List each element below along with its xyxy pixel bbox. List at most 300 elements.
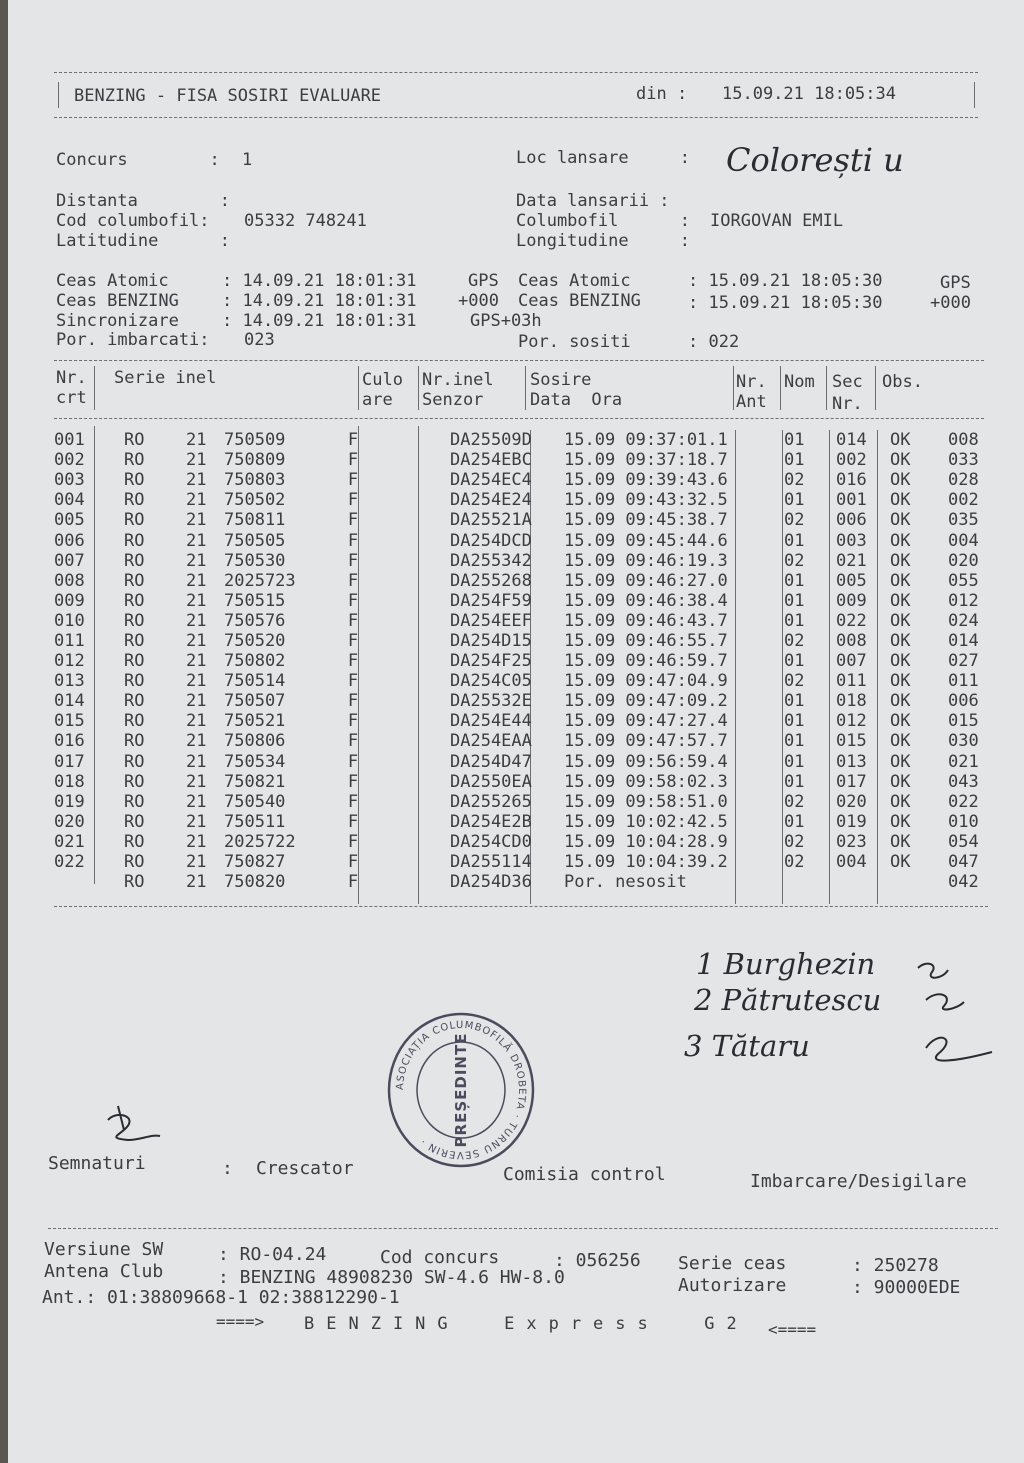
cell-culoare: [378, 792, 442, 812]
table-row: [54, 490, 1008, 510]
cell-ring: 750576: [224, 610, 286, 631]
cell-ant: 01: [784, 590, 805, 611]
cell-ring: 750802: [224, 651, 286, 672]
cell-sex: F: [347, 530, 359, 551]
por-sositi-value: : 022: [688, 332, 740, 352]
cell-obs: 033: [948, 450, 979, 471]
cell-sensor: DA2550EA: [450, 771, 532, 792]
columbofil-label: Columbofil :: [516, 211, 690, 231]
cell-sensor: DA254C05: [450, 671, 532, 692]
cell-crt: 008: [54, 570, 85, 591]
cell-nom: 017: [836, 771, 867, 792]
table-row: [54, 611, 1008, 631]
handwritten-initials: [898, 950, 998, 1080]
ceas-atomic-value-right: : 15.09.21 18:05:30: [688, 271, 883, 291]
cell-obs: 027: [948, 651, 979, 672]
cell-obs: 028: [948, 470, 979, 491]
cell-culoare: [378, 430, 442, 450]
cell-year: 21: [186, 671, 207, 692]
table-row: [54, 691, 1008, 711]
antena-club-value: : BENZING 48908230 SW-4.6 HW-8.0: [218, 1267, 565, 1288]
cell-sec: OK: [890, 711, 911, 732]
cell-year: 21: [186, 450, 207, 471]
ceas-atomic-value-left: : 14.09.21 18:01:31: [222, 271, 417, 291]
cell-year: 21: [186, 852, 207, 873]
cell-sex: F: [347, 711, 359, 732]
cell-ring: 750511: [224, 811, 286, 832]
sincronizare-suffix: GPS+03h: [470, 311, 542, 331]
cell-arrival: 15.09 09:58:02.3: [564, 771, 728, 792]
cell-year: 21: [186, 691, 207, 712]
autorizare-label: Autorizare: [678, 1275, 787, 1296]
cell-arrival: 15.09 09:56:59.4: [564, 751, 728, 772]
cell-culoare: [378, 872, 442, 892]
cell-nom: 012: [836, 711, 867, 732]
cell-ring: 750811: [224, 510, 286, 531]
brand-name: BENZING Express G2: [304, 1314, 749, 1334]
cell-sensor: DA25509D: [450, 430, 532, 451]
cell-nom: 006: [836, 510, 867, 531]
por-sositi-label: Por. sositi: [518, 332, 631, 352]
cell-ant: 02: [784, 671, 805, 692]
cell-ring: 750827: [224, 852, 286, 873]
cell-country: RO: [124, 831, 145, 852]
cell-obs: 014: [948, 630, 979, 651]
ceas-benzing-value-left: : 14.09.21 18:01:31: [222, 291, 417, 311]
cell-country: RO: [124, 550, 145, 571]
cell-sec: OK: [890, 590, 911, 611]
serie-ceas-label: Serie ceas: [678, 1253, 787, 1274]
cell-country: RO: [124, 450, 145, 471]
cell-crt: 010: [54, 610, 85, 631]
cell-sensor: DA254CD0: [450, 831, 532, 852]
cell-ring: 750530: [224, 550, 286, 571]
handwritten-rank-1: 1 Burghezin: [696, 947, 876, 981]
header-bottom-rule: [54, 117, 978, 118]
cell-sex: F: [347, 610, 359, 631]
table-row: [54, 731, 1008, 751]
cell-ring: 750540: [224, 791, 286, 812]
semnaturi-label: Semnaturi: [48, 1153, 146, 1174]
cell-nom: 003: [836, 530, 867, 551]
por-imbarcati-value: 023: [244, 330, 275, 350]
cell-sec: OK: [890, 691, 911, 712]
cell-crt: 017: [54, 751, 85, 772]
ceas-atomic-suffix-left: GPS: [468, 271, 499, 291]
col-divider-header-3: [418, 366, 419, 410]
cell-year: 21: [186, 771, 207, 792]
col-divider-header-4: [525, 366, 526, 410]
cell-obs: 054: [948, 831, 979, 852]
cell-arrival: 15.09 09:47:57.7: [564, 731, 728, 752]
cell-nom: 013: [836, 751, 867, 772]
cell-year: 21: [186, 651, 207, 672]
cell-sec: OK: [890, 731, 911, 752]
cell-culoare: [378, 812, 442, 832]
header-sec: Sec: [832, 372, 863, 392]
cell-country: RO: [124, 530, 145, 551]
table-row: [54, 571, 1008, 591]
cell-ant: 01: [784, 530, 805, 551]
cell-ring: 750507: [224, 691, 286, 712]
cell-sensor: DA254EBC: [450, 450, 532, 471]
cell-ant: 02: [784, 510, 805, 531]
cell-sex: F: [347, 791, 359, 812]
cell-crt: 015: [54, 711, 85, 732]
cell-country: RO: [124, 711, 145, 732]
cell-sec: OK: [890, 852, 911, 873]
cell-ring: 750820: [224, 872, 286, 893]
cell-ant: 01: [784, 450, 805, 471]
cell-sec: OK: [890, 570, 911, 591]
header-nr: Nr.: [56, 368, 87, 388]
cell-sensor: DA254F25: [450, 651, 532, 672]
cell-arrival: 15.09 10:04:39.2: [564, 852, 728, 873]
header-left-bar: [58, 82, 59, 108]
cell-sensor: DA255342: [450, 550, 532, 571]
cell-obs: 047: [948, 852, 979, 873]
cell-sex: F: [347, 872, 359, 893]
cell-obs: 024: [948, 610, 979, 631]
cell-nom: 011: [836, 671, 867, 692]
cell-obs: 043: [948, 771, 979, 792]
cell-ant: 01: [784, 811, 805, 832]
cell-obs: 006: [948, 691, 979, 712]
cell-sex: F: [347, 630, 359, 651]
header-culoare-1: Culo: [362, 370, 403, 390]
cell-crt: 003: [54, 470, 85, 491]
cell-arrival: 15.09 09:46:19.3: [564, 550, 728, 571]
cell-arrival: 15.09 09:58:51.0: [564, 791, 728, 812]
cell-arrival: 15.09 09:46:43.7: [564, 610, 728, 631]
semnaturi-colon: :: [222, 1158, 233, 1179]
cell-year: 21: [186, 550, 207, 571]
col-divider-header-2: [358, 366, 359, 410]
cell-year: 21: [186, 510, 207, 531]
loc-lansare-handwritten: Colorești u: [726, 141, 904, 179]
cell-arrival: 15.09 09:46:27.0: [564, 570, 728, 591]
arrivals-table: [54, 430, 1008, 892]
cell-culoare: [378, 671, 442, 691]
concurs-value: 1: [242, 150, 253, 170]
cell-crt: 002: [54, 450, 85, 471]
cell-culoare: [378, 832, 442, 852]
cell-culoare: [378, 852, 442, 872]
ceas-atomic-label-right: Ceas Atomic: [518, 271, 631, 291]
cell-sensor: DA254E2B: [450, 811, 532, 832]
crescator-signature: [98, 1100, 168, 1150]
header-crt: crt: [56, 388, 87, 408]
cell-arrival: 15.09 10:04:28.9: [564, 831, 728, 852]
ceas-benzing-label-right: Ceas BENZING: [518, 291, 641, 311]
cell-crt: 020: [54, 811, 85, 832]
cell-arrival: 15.09 10:02:42.5: [564, 811, 728, 832]
cell-obs: 011: [948, 671, 979, 692]
cell-country: RO: [124, 771, 145, 792]
por-imbarcati-label: Por. imbarcati:: [56, 330, 210, 350]
col-divider-header-5: [733, 366, 734, 410]
col-divider-header-1: [94, 366, 95, 410]
cell-obs: 021: [948, 751, 979, 772]
col-divider-header-6: [780, 366, 781, 410]
cell-crt: 004: [54, 490, 85, 511]
cell-country: RO: [124, 872, 145, 893]
cell-year: 21: [186, 791, 207, 812]
table-row: [54, 651, 1008, 671]
cell-country: RO: [124, 811, 145, 832]
cell-ring: 750534: [224, 751, 286, 772]
cell-country: RO: [124, 671, 145, 692]
table-row: [54, 752, 1008, 772]
cell-nom: 014: [836, 430, 867, 451]
cell-year: 21: [186, 711, 207, 732]
svg-text:PREȘEDINTE: PREȘEDINTE: [452, 1032, 470, 1148]
cell-year: 21: [186, 731, 207, 752]
header-nr-ant: Nr.: [736, 372, 767, 392]
cell-sensor: DA254E24: [450, 490, 532, 511]
cell-year: 21: [186, 751, 207, 772]
imbarcare-desigilare-label: Imbarcare/Desigilare: [750, 1171, 967, 1192]
cell-year: 21: [186, 630, 207, 651]
cell-arrival: 15.09 09:37:01.1: [564, 430, 728, 451]
cell-sex: F: [347, 811, 359, 832]
handwritten-rank-3: 3 Tătaru: [684, 1029, 810, 1063]
table-row: [54, 631, 1008, 651]
header-obs: Obs.: [882, 372, 923, 392]
cell-arrival: 15.09 09:47:09.2: [564, 691, 728, 712]
cell-country: RO: [124, 751, 145, 772]
cell-country: RO: [124, 430, 145, 451]
cell-sex: F: [347, 671, 359, 692]
cell-ant: 01: [784, 490, 805, 511]
cell-crt: 012: [54, 651, 85, 672]
cell-ant: 02: [784, 831, 805, 852]
cell-crt: 011: [54, 630, 85, 651]
cell-ant: 02: [784, 550, 805, 571]
cell-sec: [884, 872, 938, 892]
cell-arrival: 15.09 09:47:04.9: [564, 671, 728, 692]
cell-arrival: Por. nesosit: [564, 872, 687, 893]
cell-culoare: [378, 470, 442, 490]
cell-sex: F: [347, 510, 359, 531]
cell-obs: 008: [948, 430, 979, 451]
cell-obs: 030: [948, 731, 979, 752]
antenna-serials: Ant.: 01:38809668-1 02:38812290-1: [42, 1287, 400, 1308]
cell-crt: 021: [54, 831, 85, 852]
cell-sec: OK: [890, 610, 911, 631]
cell-crt: 009: [54, 590, 85, 611]
cell-sex: F: [347, 731, 359, 752]
cell-crt: 018: [54, 771, 85, 792]
report-sheet: [8, 0, 1024, 1463]
cell-country: RO: [124, 791, 145, 812]
table-top-rule: [54, 360, 984, 361]
cell-crt: 019: [54, 791, 85, 812]
cell-sec: OK: [890, 811, 911, 832]
header-data-ora: Data Ora: [530, 390, 623, 410]
cell-obs: 035: [948, 510, 979, 531]
versiune-sw-label: Versiune SW: [44, 1239, 164, 1260]
table-row: [54, 832, 1008, 852]
col-divider-header-8: [875, 366, 876, 410]
cell-country: RO: [124, 651, 145, 672]
brand-arrow-right: <====: [768, 1320, 817, 1339]
header-culoare-2: are: [362, 390, 393, 410]
cell-arrival: 15.09 09:46:38.4: [564, 590, 728, 611]
cell-ring: 750803: [224, 470, 286, 491]
cell-sensor: DA254EEF: [450, 610, 532, 631]
cell-year: 21: [186, 530, 207, 551]
cell-sec: OK: [890, 791, 911, 812]
cell-arrival: 15.09 09:39:43.6: [564, 470, 728, 491]
print-date-label: din :: [636, 84, 688, 104]
cell-culoare: [378, 611, 442, 631]
comisia-control-label: Comisia control: [503, 1164, 666, 1185]
cell-crt: [54, 872, 104, 892]
cell-obs: 012: [948, 590, 979, 611]
cell-crt: 016: [54, 731, 85, 752]
antena-club-label: Antena Club: [44, 1261, 164, 1282]
cell-obs: 042: [948, 872, 979, 893]
cell-sex: F: [347, 570, 359, 591]
cell-ring: 750821: [224, 771, 286, 792]
cell-sec: OK: [890, 450, 911, 471]
cell-sec: OK: [890, 510, 911, 531]
cell-obs: 004: [948, 530, 979, 551]
header-right-bar: [974, 82, 975, 108]
cell-sensor: DA254F59: [450, 590, 532, 611]
cell-sensor: DA255265: [450, 791, 532, 812]
latitudine-label: Latitudine :: [56, 231, 230, 251]
cell-country: RO: [124, 610, 145, 631]
cell-sex: F: [347, 590, 359, 611]
cell-sex: F: [347, 430, 359, 451]
cell-sex: F: [347, 831, 359, 852]
cell-sensor: DA255114: [450, 852, 532, 873]
cell-arrival: 15.09 09:45:38.7: [564, 510, 728, 531]
header-senzor: Senzor: [422, 390, 484, 410]
cell-sensor: DA25521A: [450, 510, 532, 531]
association-stamp-icon: [386, 1012, 536, 1168]
cell-nom: 020: [836, 791, 867, 812]
sincronizare-label: Sincronizare: [56, 311, 179, 331]
cell-arrival: 15.09 09:46:59.7: [564, 651, 728, 672]
table-row: [54, 470, 1008, 490]
cell-ant: 01: [784, 731, 805, 752]
cell-sex: F: [347, 470, 359, 491]
cod-concurs-label: Cod concurs: [380, 1247, 500, 1268]
cell-nom: 009: [836, 590, 867, 611]
cell-ring: 2025722: [224, 831, 296, 852]
versiune-sw-value: : RO-04.24: [218, 1244, 327, 1265]
columbofil-value: IORGOVAN EMIL: [710, 211, 844, 231]
cell-arrival: 15.09 09:46:55.7: [564, 630, 728, 651]
sincronizare-value: : 14.09.21 18:01:31: [222, 311, 417, 331]
cell-sensor: DA254D36: [450, 872, 532, 893]
cell-year: 21: [186, 430, 207, 451]
cell-sec: OK: [890, 671, 911, 692]
cell-sex: F: [347, 691, 359, 712]
cell-sensor: DA254DCD: [450, 530, 532, 551]
cell-sec: OK: [890, 430, 911, 451]
table-row: [54, 430, 1008, 450]
cell-ring: 750520: [224, 630, 286, 651]
ceas-benzing-value-right: : 15.09.21 18:05:30: [688, 293, 883, 313]
cell-country: RO: [124, 470, 145, 491]
table-row: [54, 772, 1008, 792]
cell-ring: 750505: [224, 530, 286, 551]
cell-culoare: [378, 591, 442, 611]
cell-nom: 023: [836, 831, 867, 852]
cod-concurs-value: : 056256: [554, 1250, 641, 1271]
cell-crt: 013: [54, 671, 85, 692]
ceas-benzing-suffix-right: +000: [930, 293, 971, 313]
cell-nom: 004: [836, 852, 867, 873]
cell-nom: 016: [836, 470, 867, 491]
cell-crt: 006: [54, 530, 85, 551]
cod-columbofil-value: 05332 748241: [244, 211, 367, 231]
cell-sensor: DA255268: [450, 570, 532, 591]
cell-sex: F: [347, 550, 359, 571]
cell-sec: OK: [890, 771, 911, 792]
cell-nom: 001: [836, 490, 867, 511]
cell-culoare: [378, 731, 442, 751]
table-row: [54, 812, 1008, 832]
cell-ant: 01: [784, 570, 805, 591]
cell-ring: 750806: [224, 731, 286, 752]
cell-country: RO: [124, 590, 145, 611]
cell-sensor: DA254EAA: [450, 731, 532, 752]
cell-culoare: [378, 691, 442, 711]
cell-crt: 005: [54, 510, 85, 531]
cell-year: 21: [186, 872, 207, 893]
cell-ant: 02: [784, 470, 805, 491]
table-row: [54, 711, 1008, 731]
ceas-benzing-suffix-left: +000: [458, 291, 499, 311]
cell-country: RO: [124, 510, 145, 531]
cell-culoare: [378, 450, 442, 470]
col-divider-header-7: [826, 366, 827, 410]
cell-ring: 750515: [224, 590, 286, 611]
footer-rule: [48, 1228, 998, 1229]
header-serie-inel: Serie inel: [114, 368, 217, 388]
header-sosire: Sosire: [530, 370, 592, 390]
table-row: [54, 872, 1008, 892]
cell-sex: F: [347, 450, 359, 471]
cell-year: 21: [186, 831, 207, 852]
serie-ceas-value: : 250278: [852, 1255, 939, 1276]
cell-sex: F: [347, 651, 359, 672]
cell-crt: 001: [54, 430, 85, 451]
print-date-value: 15.09.21 18:05:34: [722, 84, 896, 104]
cell-obs: 010: [948, 811, 979, 832]
table-row: [54, 551, 1008, 571]
cell-arrival: 15.09 09:45:44.6: [564, 530, 728, 551]
cell-ant: 01: [784, 751, 805, 772]
cell-culoare: [378, 530, 442, 550]
ceas-atomic-suffix-right: GPS: [940, 273, 971, 293]
cell-ant: 01: [784, 651, 805, 672]
cell-ant: 02: [784, 791, 805, 812]
cell-sec: OK: [890, 630, 911, 651]
cell-year: 21: [186, 590, 207, 611]
cell-culoare: [378, 752, 442, 772]
cell-sensor: DA254E44: [450, 711, 532, 732]
table-header-rule: [54, 418, 984, 419]
handwritten-rank-2: 2 Pătrutescu: [694, 983, 882, 1017]
cell-sex: F: [347, 490, 359, 511]
cell-culoare: [378, 651, 442, 671]
